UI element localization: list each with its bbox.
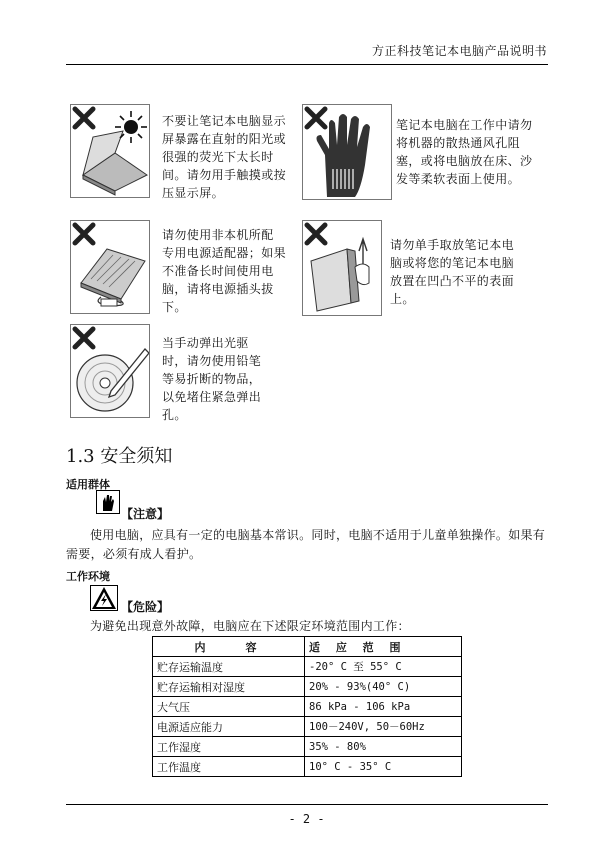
power-adapter-warning-icon — [70, 220, 150, 314]
table-cell-value: 100－240V, 50－60Hz — [305, 717, 462, 737]
environment-heading: 工作环境 — [66, 570, 110, 583]
table-row — [153, 697, 462, 717]
warning-text-one-hand: 请勿单手取放笔记本电 脑或将您的笔记本电脑 放置在凹凸不平的表面 上。 — [390, 238, 515, 306]
table-cell-value: 86 kPa - 106 kPa — [305, 697, 462, 717]
notice-hand-icon — [96, 490, 120, 514]
table-cell-item: 贮存运输温度 — [153, 657, 305, 677]
table-row — [153, 737, 462, 757]
table-cell-value: 20% - 93%(40° C) — [305, 677, 462, 697]
notice-text: 使用电脑，应具有一定的电脑基本常识。同时，电脑不适用于儿童单独操作。如果有 — [90, 528, 546, 542]
danger-intro-text: 为避免出现意外故障，电脑应在下述限定环境范围内工作： — [90, 619, 410, 633]
danger-icon — [90, 585, 118, 611]
one-hand-lift-warning-icon — [302, 220, 382, 316]
table-header-content: 内 容 — [153, 637, 305, 657]
table-cell-value: 35% - 80% — [305, 737, 462, 757]
notice-text-continued: 需要，必须有成人看护。 — [66, 547, 202, 561]
warning-text-vent: 笔记本电脑在工作中请勿 将机器的散热通风孔阻 塞，或将电脑放在床、沙 发等柔软表面上使用。 — [396, 118, 533, 186]
table-row — [153, 657, 462, 677]
environment-spec-table — [152, 636, 462, 777]
table-cell-item: 工作温度 — [153, 757, 305, 777]
table-cell-value: -20° C 至 55° C — [305, 657, 462, 677]
section-title: 1.3 安全须知 — [66, 446, 173, 467]
warning-text-adapter: 请勿使用非本机所配 专用电源适配器；如果 不准备长时间使用电 脑，请将电源插头拔 下。 — [162, 228, 287, 314]
table-cell-item: 大气压 — [153, 697, 305, 717]
table-cell-item: 电源适应能力 — [153, 717, 305, 737]
table-cell-item: 贮存运输相对湿度 — [153, 677, 305, 697]
table-header-range: 适 应 范 围 — [305, 637, 462, 657]
table-cell-value: 10° C - 35° C — [305, 757, 462, 777]
no-hand-block-vent-icon — [302, 104, 392, 200]
table-row — [153, 677, 462, 697]
document-header-title: 方正科技笔记本电脑产品说明书 — [371, 44, 547, 58]
danger-label: 【危险】 — [121, 600, 170, 614]
sunlight-warning-icon — [70, 104, 150, 198]
table-row — [153, 757, 462, 777]
table-cell-item: 工作湿度 — [153, 737, 305, 757]
notice-label: 【注意】 — [121, 507, 170, 521]
audience-heading: 适用群体 — [66, 478, 110, 491]
header-rule — [66, 64, 548, 65]
warning-text-disc: 当手动弹出光驱 时，请勿使用铅笔 等易折断的物品， 以免堵住紧急弹出 孔。 — [162, 336, 262, 422]
warning-text-sunlight: 不要让笔记本电脑显示 屏暴露在直射的阳光或 很强的荧光下太长时 间。请勿用手触摸或按 压显示屏。 — [162, 114, 287, 200]
table-row — [153, 717, 462, 737]
footer-rule — [66, 804, 548, 805]
table-header-row — [153, 637, 462, 657]
page-number: - 2 - — [288, 812, 325, 826]
disc-pencil-warning-icon — [70, 324, 150, 418]
